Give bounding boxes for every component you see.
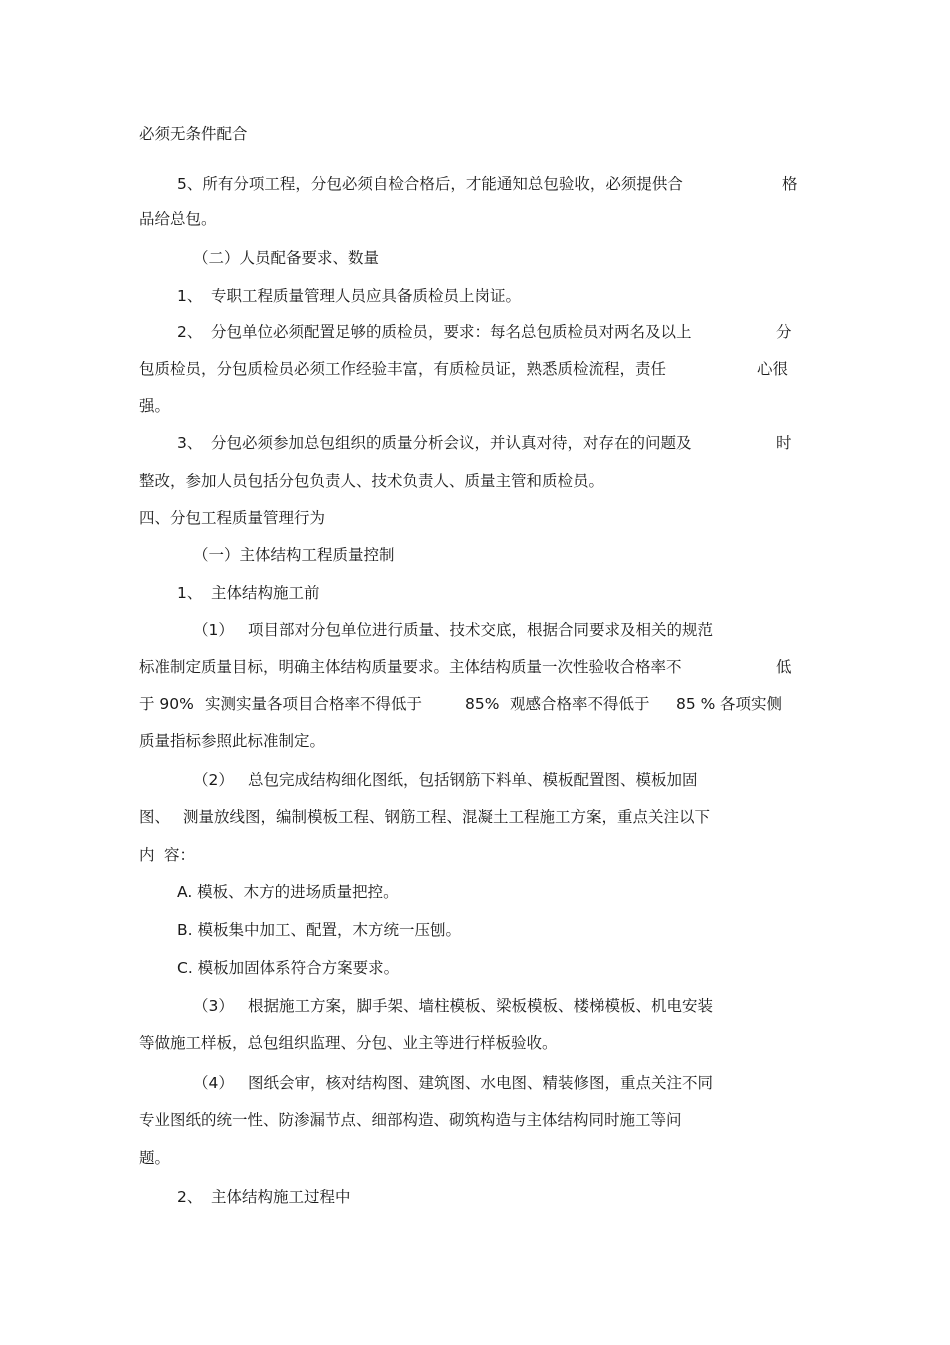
text-segment: B. 模板集中加工、配置，木方统一压刨。 (177, 921, 461, 939)
text-segment: 内 (139, 846, 155, 864)
text-segment: 心很 (757, 360, 789, 378)
text-segment: C. 模板加固体系符合方案要求。 (177, 959, 400, 977)
text-segment: 时 (776, 434, 792, 452)
text-segment: 1、 (177, 584, 203, 602)
text-segment: 品给总包。 (139, 210, 217, 228)
text-segment: 观感合格率不得低于 (510, 695, 650, 713)
text-segment: （1） (193, 621, 234, 639)
text-segment: 格 (782, 175, 798, 193)
text-segment: （4） (193, 1074, 234, 1092)
text-segment: 2、 (177, 1188, 203, 1206)
text-segment: 根据施工方案，脚手架、墙柱模板、梁板模板、楼梯模板、机电安装 (248, 997, 714, 1015)
text-segment: 分 (776, 323, 792, 341)
text-segment: 必须无条件配合 (139, 125, 248, 143)
text-segment: A. 模板、木方的进场质量把控。 (177, 883, 399, 901)
text-segment: 专职工程质量管理人员应具备质检员上岗证。 (211, 287, 522, 305)
text-segment: 主体结构施工过程中 (211, 1188, 351, 1206)
text-segment: 主体结构施工前 (211, 584, 320, 602)
text-segment: 85 % (676, 695, 716, 713)
text-segment: 85% (465, 695, 500, 713)
text-segment: （2） (193, 771, 234, 789)
text-segment: 等做施工样板，总包组织监理、分包、业主等进行样板验收。 (139, 1034, 558, 1052)
text-segment: 1、 (177, 287, 203, 305)
text-segment: 项目部对分包单位进行质量、技术交底，根据合同要求及相关的规范 (248, 621, 714, 639)
text-segment: 强。 (139, 397, 171, 415)
text-segment: 图纸会审，核对结构图、建筑图、水电图、精装修图，重点关注不同 (248, 1074, 714, 1092)
text-segment: 标准制定质量目标，明确主体结构质量要求。主体结构质量一次性验收合格率不 (139, 658, 682, 676)
text-segment: 3、 (177, 434, 203, 452)
text-segment: 测量放线图，编制模板工程、钢筋工程、混凝土工程施工方案，重点关注以下 (183, 808, 711, 826)
text-segment: 分包必须参加总包组织的质量分析会议，并认真对待，对存在的问题及 (211, 434, 692, 452)
text-segment: 低 (776, 658, 792, 676)
text-segment: （二）人员配备要求、数量 (193, 249, 380, 267)
text-segment: 各项实侧 (720, 695, 783, 713)
text-segment: 于 90% (139, 695, 194, 713)
text-segment: 四、分包工程质量管理行为 (139, 509, 326, 527)
text-segment: 整改，参加人员包括分包负责人、技术负责人、质量主管和质检员。 (139, 472, 605, 490)
text-segment: 容： (164, 846, 196, 864)
text-segment: 2、 (177, 323, 203, 341)
text-segment: 包质检员，分包质检员必须工作经验丰富，有质检员证，熟悉质检流程，责任 (139, 360, 667, 378)
text-segment: 5、所有分项工程，分包必须自检合格后，才能通知总包验收，必须提供合 (177, 175, 683, 193)
text-segment: 分包单位必须配置足够的质检员，要求：每名总包质检员对两名及以上 (211, 323, 692, 341)
text-segment: 题。 (139, 1149, 171, 1167)
text-segment: 质量指标参照此标准制定。 (139, 732, 326, 750)
text-segment: （3） (193, 997, 234, 1015)
text-segment: 图、 (139, 808, 171, 826)
text-segment: 专业图纸的统一性、防渗漏节点、细部构造、砌筑构造与主体结构同时施工等问 (139, 1111, 682, 1129)
text-segment: （一）主体结构工程质量控制 (193, 546, 395, 564)
text-segment: 总包完成结构细化图纸，包括钢筋下料单、模板配置图、模板加固 (248, 771, 698, 789)
text-segment: 实测实量各项目合格率不得低于 (205, 695, 423, 713)
